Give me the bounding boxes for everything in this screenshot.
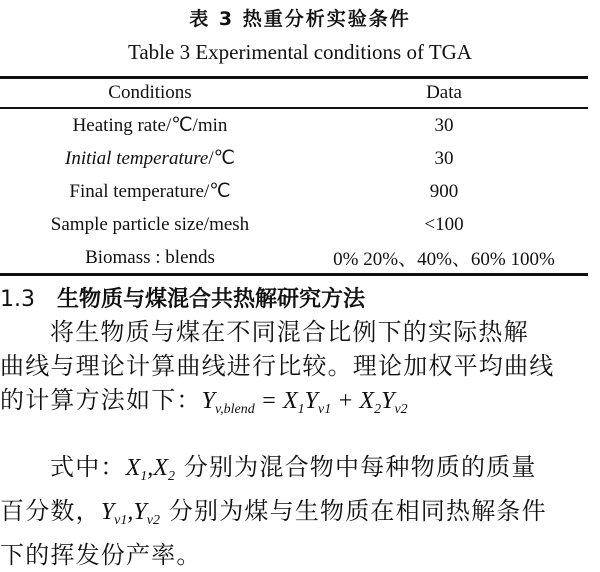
formula-intro-text: 的计算方法如下： xyxy=(0,386,202,414)
condition-italic-text: Initial temperature xyxy=(65,148,209,169)
variable-definition-paragraph xyxy=(0,450,596,572)
paragraph-line xyxy=(0,383,596,427)
header-conditions: Conditions xyxy=(108,82,192,103)
condition-cell: Sample particle size/mesh xyxy=(50,213,250,235)
variables-y: $Y_{v1},Y_{v2}$ xyxy=(100,499,160,528)
paragraph-line: 式中：$X_1,X_2$ 分别为混合物中每种物质的质量 xyxy=(50,453,537,484)
data-cell: 0% 20%、40%、60% 100% xyxy=(333,249,555,270)
data-cell: 900 xyxy=(429,180,459,202)
experimental-conditions-table xyxy=(0,79,588,274)
paragraph-line: 曲线与理论计算曲线进行比较。理论加权平均曲线 xyxy=(0,352,555,380)
table-caption-english: Table 3 Experimental conditions of TGA xyxy=(128,40,472,64)
weighted-average-formula: $Y_{v,blend} = X_1Y_{v1} + X_2Y_{v2}$ xyxy=(201,388,408,417)
table-row xyxy=(0,142,588,175)
table-caption-chinese: 表 3 热重分析实验条件 xyxy=(189,8,411,30)
section-number: 1.3 xyxy=(0,287,35,312)
table-row xyxy=(0,107,588,142)
section-title-text: 生物质与煤混合共热解研究方法 xyxy=(57,287,366,312)
condition-cell: Heating rate/℃/min xyxy=(72,115,228,136)
condition-unit-text: /℃ xyxy=(208,148,235,169)
condition-cell xyxy=(0,142,300,175)
paragraph-line: 下的挥发份产率。 xyxy=(0,541,202,569)
table-row xyxy=(0,175,588,208)
table-row xyxy=(0,241,588,274)
condition-cell: Final temperature/℃ xyxy=(69,181,231,202)
data-cell: 30 xyxy=(434,114,454,136)
variables-x: $X_1,X_2$ xyxy=(125,455,175,484)
method-paragraph xyxy=(0,315,596,427)
paragraph-line: 百分数，$Y_{v1},Y_{v2}$ 分别为煤与生物质在相同热解条件 xyxy=(0,497,547,528)
paragraph-line: 将生物质与煤在不同混合比例下的实际热解 xyxy=(50,318,529,346)
header-data: Data xyxy=(426,82,462,103)
section-heading xyxy=(0,282,365,313)
condition-cell: Biomass : blends xyxy=(85,246,215,268)
data-cell: <100 xyxy=(424,213,464,235)
table-header-row xyxy=(0,79,588,107)
table-row xyxy=(0,208,588,241)
data-cell: 30 xyxy=(434,147,454,169)
